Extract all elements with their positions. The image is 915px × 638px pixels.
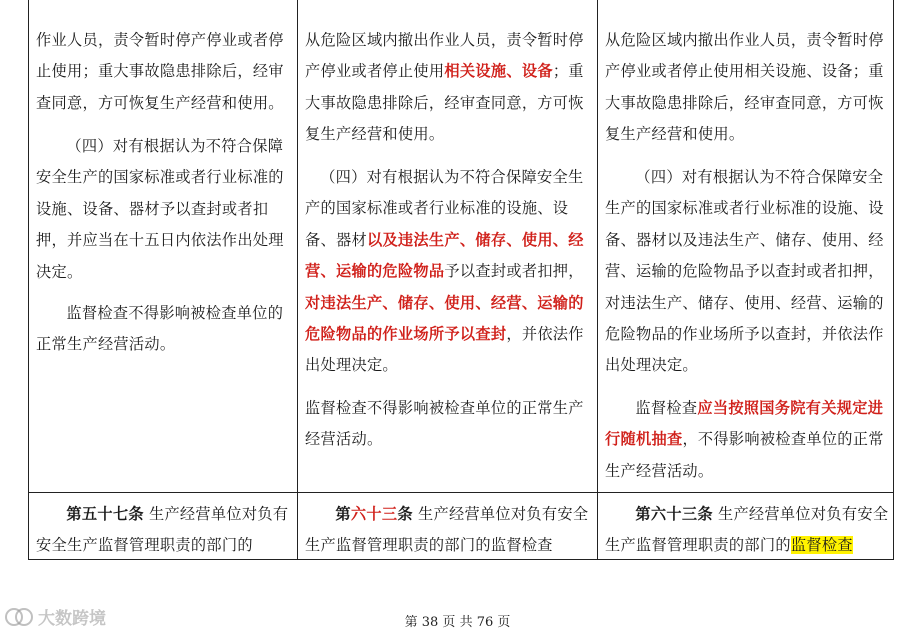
- col1-paragraph-1: 作业人员，责令暂时停产停业或者停止使用；重大事故隐患排除后，经审查同意，方可恢复生产经营和使用。: [36, 31, 284, 112]
- col3-p3-text: 监督检查: [635, 399, 698, 417]
- col2-p1-text: 从危险区域内撤出作业人员，责令暂时停产停业或者停止使用: [305, 31, 584, 81]
- col2-paragraph-1: [305, 25, 593, 151]
- col2-article-number: 六十三: [350, 505, 398, 523]
- comparison-table: [28, 0, 894, 560]
- col3-article-text: 生产经营单位对负有安全生产监督管理职责的部门的: [605, 505, 889, 555]
- col2-p2-text: （四）对有根据认为不符合保障安全生产的国家标准或者行业标准的设施、设备、器材: [305, 168, 584, 249]
- col2-p2-change-1: 以及违法生产、储存、使用、经营、运输的危险物品: [305, 230, 584, 281]
- col3-p3-change: 应当按照国务院有关规定进行随机抽查: [605, 399, 884, 449]
- page-footer: 第 38 页 共 76 页: [404, 615, 511, 630]
- column-draft: [298, 0, 598, 559]
- col3-article-number: 第六十三条: [635, 505, 713, 523]
- col3-paragraph-1: 从危险区域内撤出作业人员，责令暂时停产停业或者停止使用相关设施、设备；重大事故隐患排除后，经审查同意，方可恢复生产经营和使用。: [605, 31, 884, 144]
- col2-p2-change-2: 对违法生产、储存、使用、经营、运输的危险物品的作业场所予以查封: [305, 293, 584, 344]
- col2-paragraph-3: 监督检查不得影响被检查单位的正常生产经营活动。: [305, 399, 584, 449]
- col2-p1-change: 相关设施、设备: [444, 62, 553, 81]
- col3-p3-text-end: ，不得影响被检查单位的正常生产经营活动。: [605, 430, 884, 480]
- col2-article-text: 生产经营单位对负有安全生产监督管理职责的部门的监督检查: [305, 505, 589, 555]
- col3-article: [605, 499, 890, 562]
- column-original: [29, 0, 298, 559]
- watermark-text: 大数跨境: [38, 609, 106, 629]
- col3-paragraph-2: （四）对有根据认为不符合保障安全生产的国家标准或者行业标准的设施、设备、器材以及违法生产、储存、使用、经营、运输的危险物品予以查封或者扣押，对违法生产、储存、使用、经营、运输的危险物品的作业场所予以查封，并依法作出处理决定。: [605, 168, 884, 375]
- col2-article: [305, 499, 593, 562]
- col1-article-text: 生产经营单位对负有安全生产监督管理职责的部门的: [36, 505, 289, 555]
- col2-article-prefix: 第: [335, 505, 351, 523]
- col1-paragraph-2: （四）对有根据认为不符合保障安全生产的国家标准或者行业标准的设施、设备、器材予以查封或者扣押，并应当在十五日内依法作出处理决定。: [36, 137, 284, 281]
- col1-article: [36, 499, 294, 562]
- col2-paragraph-2: [305, 162, 593, 382]
- col1-article-number: 第五十七条: [66, 505, 144, 523]
- col1-paragraph-3: 监督检查不得影响被检查单位的正常生产经营活动。: [36, 304, 284, 354]
- col2-p2-text-end: ，并依法作出处理决定。: [305, 325, 584, 375]
- col2-article-suffix: 条: [397, 505, 413, 523]
- column-final: [598, 0, 895, 559]
- col2-p1-text-end: ；重大事故隐患排除后，经审查同意，方可恢复生产经营和使用。: [305, 62, 584, 144]
- col3-paragraph-3: [605, 393, 890, 487]
- col3-article-highlight: 监督检查: [790, 536, 853, 555]
- col2-p2-text-mid: 予以查封或者扣押，: [444, 262, 584, 281]
